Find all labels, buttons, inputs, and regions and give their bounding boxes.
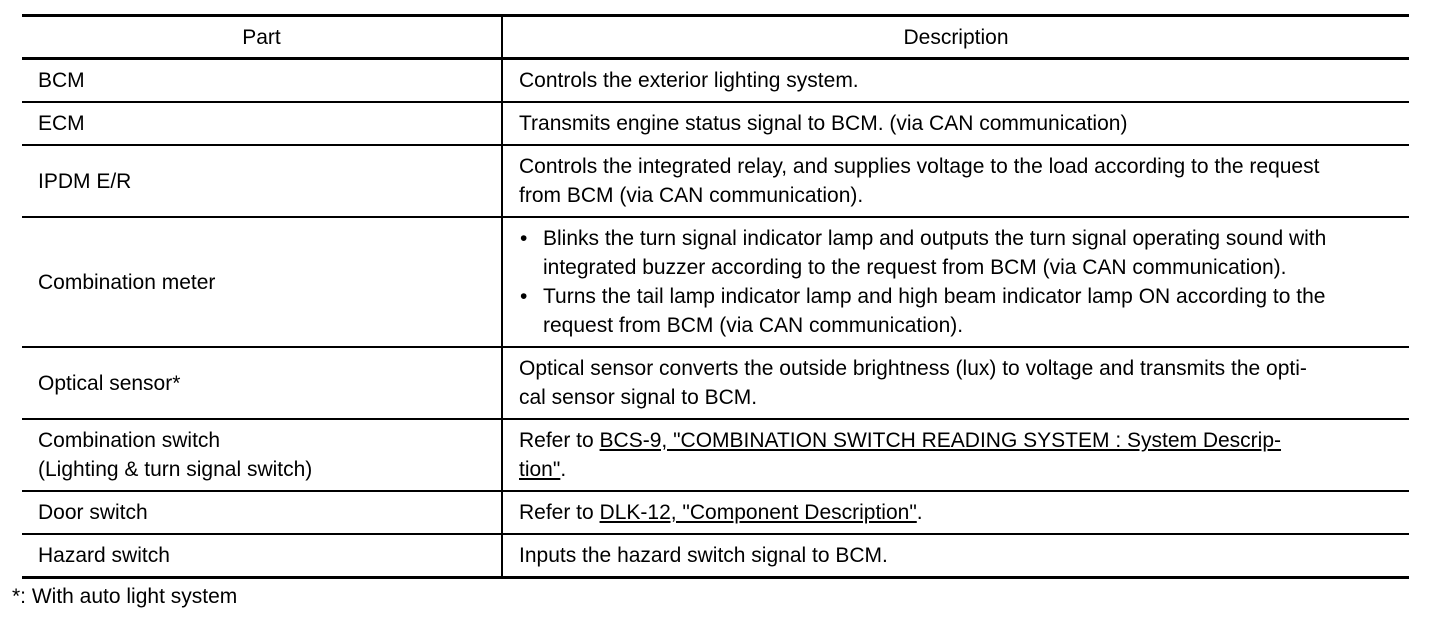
description-cell bbox=[502, 347, 1409, 419]
bullet-item bbox=[519, 282, 1399, 340]
description-cell bbox=[502, 491, 1409, 534]
footnote: *: With auto light system bbox=[12, 585, 238, 608]
table-row bbox=[22, 217, 1409, 347]
table-row bbox=[22, 491, 1409, 534]
bullet-line: request from BCM (via CAN communication). bbox=[543, 314, 964, 337]
link-line[interactable]: BCS-9, "COMBINATION SWITCH READING SYSTEM : System Descrip- bbox=[599, 429, 1282, 452]
description-cell bbox=[502, 419, 1409, 491]
table-row bbox=[22, 419, 1409, 491]
part-cell: Optical sensor* bbox=[22, 347, 502, 419]
part-line: (Lighting & turn signal switch) bbox=[38, 458, 313, 481]
description-line: cal sensor signal to BCM. bbox=[519, 386, 758, 409]
bullet-line: integrated buzzer according to the request from BCM (via CAN communication). bbox=[543, 256, 1287, 279]
table-header-row bbox=[22, 16, 1409, 59]
bullet-marker: • bbox=[520, 285, 528, 308]
header-part: Part bbox=[22, 16, 502, 59]
part-cell: IPDM E/R bbox=[22, 145, 502, 217]
description-line: Optical sensor converts the outside brightness (lux) to voltage and transmits the opti- bbox=[519, 357, 1307, 380]
description-cell: Controls the exterior lighting system. bbox=[502, 59, 1409, 103]
bullet-marker: • bbox=[520, 227, 528, 250]
refer-suffix: . bbox=[560, 458, 567, 481]
table-row bbox=[22, 59, 1409, 103]
refer-suffix: . bbox=[916, 501, 923, 524]
part-cell bbox=[22, 419, 502, 491]
table-row bbox=[22, 534, 1409, 578]
bullet-line: Blinks the turn signal indicator lamp and outputs the turn signal operating sound with bbox=[543, 227, 1327, 250]
part-cell: BCM bbox=[22, 59, 502, 103]
dlk-12-reference-link[interactable]: DLK-12, "Component Description" bbox=[599, 501, 917, 524]
refer-prefix: Refer to bbox=[519, 429, 600, 452]
part-cell: ECM bbox=[22, 102, 502, 145]
table-row bbox=[22, 145, 1409, 217]
bullet-list bbox=[519, 224, 1399, 340]
bullet-line: Turns the tail lamp indicator lamp and high beam indicator lamp ON according to the bbox=[543, 285, 1326, 308]
description-cell: Inputs the hazard switch signal to BCM. bbox=[502, 534, 1409, 578]
header-description: Description bbox=[502, 16, 1409, 59]
refer-prefix: Refer to bbox=[519, 501, 600, 524]
table-row bbox=[22, 102, 1409, 145]
part-cell: Combination meter bbox=[22, 217, 502, 347]
description-cell: Transmits engine status signal to BCM. (via CAN communication) bbox=[502, 102, 1409, 145]
bcs-9-reference-link[interactable] bbox=[519, 429, 1281, 481]
part-cell: Door switch bbox=[22, 491, 502, 534]
part-line: Combination switch bbox=[38, 429, 221, 452]
bullet-item bbox=[519, 224, 1399, 282]
part-cell: Hazard switch bbox=[22, 534, 502, 578]
table-row bbox=[22, 347, 1409, 419]
description-cell bbox=[502, 145, 1409, 217]
parts-description-table bbox=[22, 14, 1409, 579]
description-line: Controls the integrated relay, and supplies voltage to the load according to the request bbox=[519, 155, 1320, 178]
description-cell bbox=[502, 217, 1409, 347]
description-line: from BCM (via CAN communication). bbox=[519, 184, 864, 207]
link-line[interactable]: tion" bbox=[519, 458, 561, 481]
